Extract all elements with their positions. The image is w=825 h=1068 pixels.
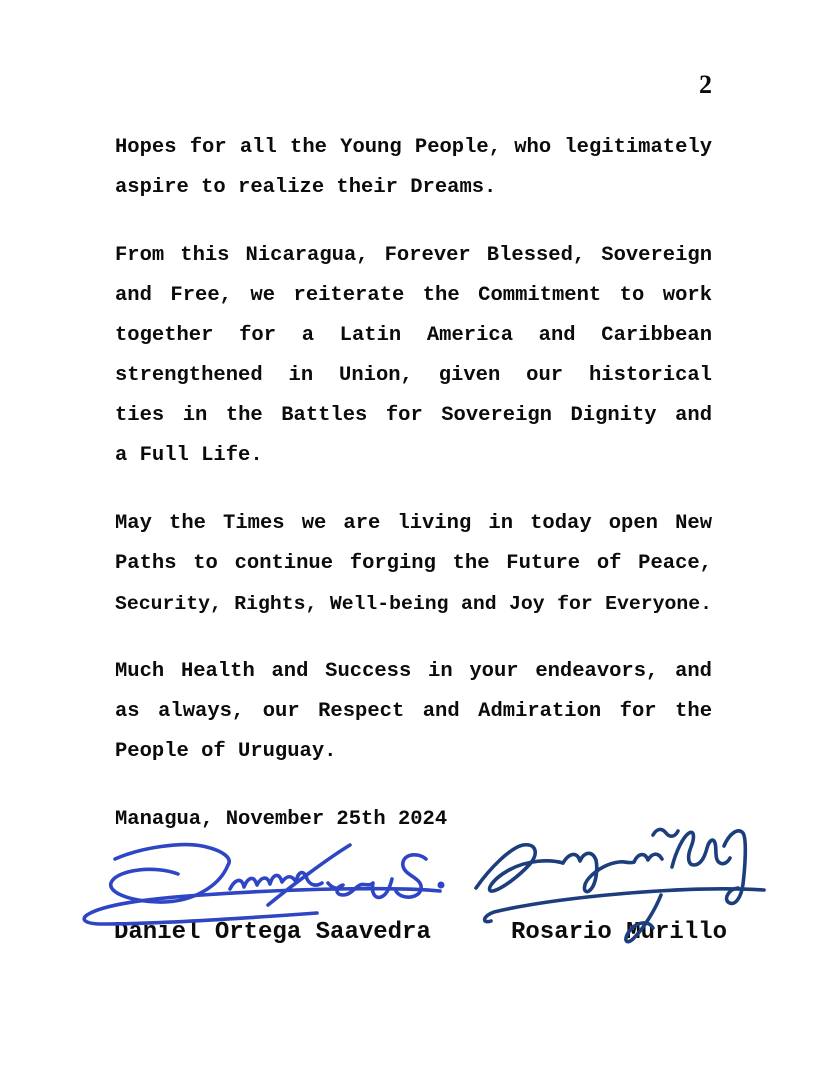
paragraph <box>115 128 712 208</box>
text-line: as always, our Respect and Admiration for the <box>115 700 712 723</box>
letter-body <box>115 128 712 840</box>
text-line: Much Health and Success in your endeavors, and <box>115 660 712 683</box>
dateline: Managua, November 25th 2024 <box>115 808 448 831</box>
paragraph <box>115 236 712 476</box>
text-line: From this Nicaragua, Forever Blessed, Sovereign <box>115 244 712 267</box>
daniel-ortega-signature-icon <box>82 841 447 926</box>
page-number: 2 <box>699 70 712 99</box>
text-line: Hopes for all the Young People, who legitimately <box>115 136 712 159</box>
text-line: a Full Life. <box>115 444 263 467</box>
text-line: ties in the Battles for Sovereign Dignity and <box>115 404 712 427</box>
text-line: together for a Latin America and Caribbean <box>115 324 712 347</box>
text-line: and Free, we reiterate the Commitment to work <box>115 284 712 307</box>
text-line: strengthened in Union, given our historical <box>115 364 712 387</box>
text-line: aspire to realize their Dreams. <box>115 176 497 199</box>
text-line: Paths to continue forging the Future of Peace, <box>115 552 712 575</box>
text-line: May the Times we are living in today open New <box>115 512 712 535</box>
paragraph <box>115 652 712 772</box>
text-line: Security, Rights, Well-being and Joy for Everyone. <box>115 593 712 615</box>
text-line: People of Uruguay. <box>115 740 337 763</box>
paragraph <box>115 504 712 624</box>
signer-name-daniel-ortega: Daniel Ortega Saavedra <box>114 919 431 946</box>
signer-name-rosario-murillo: Rosario Murillo <box>511 919 728 946</box>
